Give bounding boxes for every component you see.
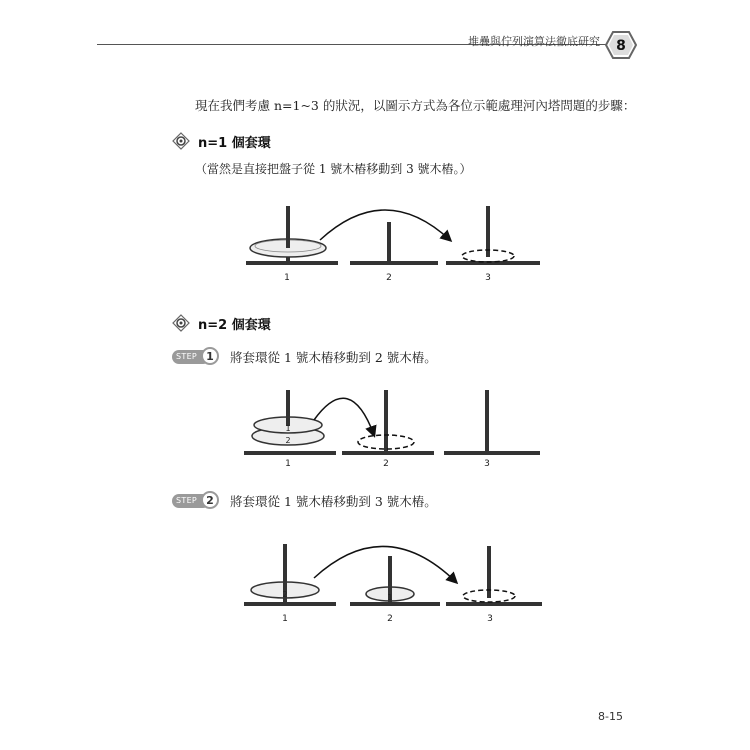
peg-label-1: 1	[285, 459, 291, 469]
ring-label-2: 2	[285, 436, 291, 445]
arrow-icon	[314, 546, 456, 582]
ring-label-1: 1	[387, 593, 393, 602]
peg-label-1: 1	[284, 273, 290, 283]
peg-label-2: 2	[386, 273, 392, 283]
peg-label-2: 2	[383, 459, 389, 469]
hanoi-diagram-n1	[240, 200, 560, 290]
peg-label-3: 3	[484, 459, 490, 469]
peg-2	[384, 390, 388, 452]
hanoi-diagram-step2	[240, 538, 560, 628]
peg-base-1	[244, 602, 336, 606]
peg-base-2	[350, 261, 438, 265]
peg-label-3: 3	[487, 614, 493, 624]
peg-base-3	[444, 451, 540, 455]
peg-label-1: 1	[282, 614, 288, 624]
step-label: STEP	[176, 352, 198, 361]
spiral-bullet-icon	[172, 132, 190, 150]
step-badge	[172, 491, 222, 511]
arrow-icon	[314, 398, 374, 435]
section-heading-n1	[172, 131, 271, 151]
section-note: （當然是直接把盤子從 1 號木樁移動到 3 號木樁。）	[195, 162, 472, 176]
step-number: 2	[201, 491, 219, 509]
section-heading-n2	[172, 313, 271, 333]
step-text: 將套環從 1 號木樁移動到 2 號木樁。	[230, 350, 437, 365]
page-number: 8-15	[598, 710, 623, 723]
step-text: 將套環從 1 號木樁移動到 3 號木樁。	[230, 494, 437, 509]
intro-paragraph: 現在我們考慮 n=1~3 的狀況，以圖示方式為各位示範處理河內塔問題的步驟：	[195, 98, 636, 113]
step-badge	[172, 347, 222, 367]
step-1	[172, 346, 437, 368]
peg-1	[286, 390, 290, 426]
peg-2	[387, 222, 391, 262]
header-title: 堆疊與佇列演算法徹底研究	[468, 35, 600, 48]
ring-label-1: 1	[285, 424, 291, 433]
section-title: n=2 個套環	[198, 317, 271, 333]
hanoi-diagram-step1	[240, 380, 560, 470]
peg-base-2	[350, 602, 440, 606]
ring-label-2: 2	[282, 590, 288, 599]
peg-base-1	[244, 451, 336, 455]
peg-base-1	[246, 261, 338, 265]
peg-base-3	[446, 261, 540, 265]
peg-3	[485, 390, 489, 452]
peg-label-3: 3	[485, 273, 491, 283]
arrow-icon	[320, 210, 450, 240]
chapter-hexagon-icon	[605, 31, 637, 59]
chapter-number: 8	[616, 38, 626, 54]
peg-base-3	[446, 602, 542, 606]
section-title: n=1 個套環	[198, 135, 271, 151]
step-label: STEP	[176, 496, 198, 505]
step-number: 1	[201, 347, 219, 365]
step-2	[172, 490, 437, 512]
peg-label-2: 2	[387, 614, 393, 624]
spiral-bullet-icon	[172, 314, 190, 332]
